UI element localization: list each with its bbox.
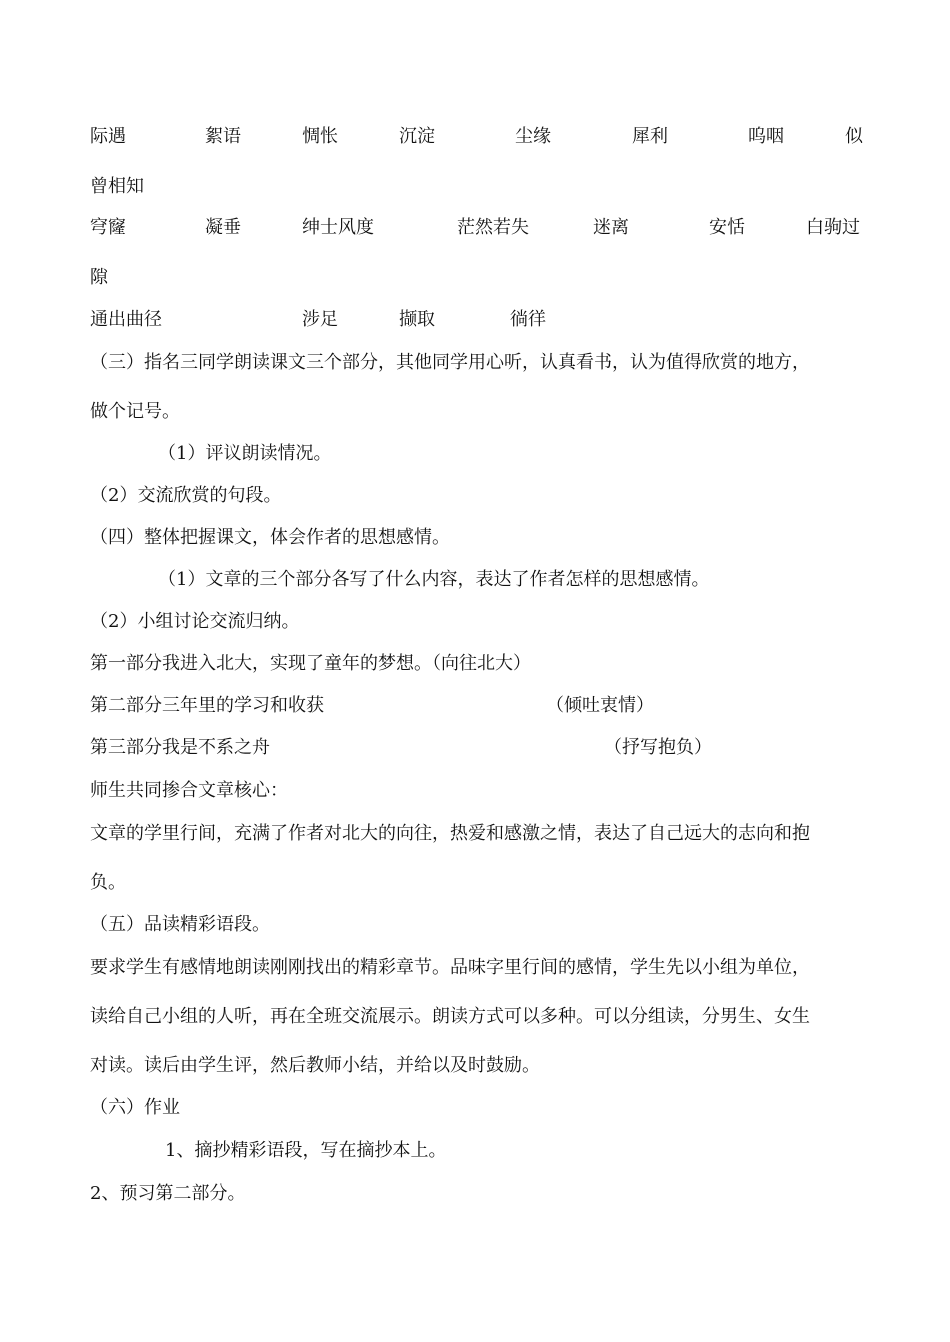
vocab-word: 尘缘 xyxy=(515,126,551,147)
vocab-word: 穹窿 xyxy=(90,217,126,238)
section4-item: （2）小组讨论交流归纳。 xyxy=(90,611,300,632)
section3-line: （三）指名三同学朗读课文三个部分，其他同学用心听，认真看书，认为值得欣赏的地方， xyxy=(90,352,810,373)
vocab-word: 迷离 xyxy=(593,217,629,238)
vocab-word: 通出曲径 xyxy=(90,309,162,330)
vocab-word: 似 xyxy=(845,126,863,147)
section5-line: 读给自己小组的人听，再在全班交流展示。朗读方式可以多种。可以分组读，分男生、女生 xyxy=(90,1006,810,1027)
vocab-word: 呜咽 xyxy=(748,126,784,147)
section3-item: （2）交流欣赏的句段。 xyxy=(90,485,282,506)
vocab-word: 徜徉 xyxy=(510,309,546,330)
vocab-word: 犀利 xyxy=(632,126,668,147)
section4-title: （四）整体把握课文，体会作者的思想感情。 xyxy=(90,527,450,548)
section4-part-note: （倾吐衷情） xyxy=(546,695,654,716)
section5-line: 要求学生有感情地朗读刚刚找出的精彩章节。品味字里行间的感情，学生先以小组为单位， xyxy=(90,957,810,978)
vocab-word: 撷取 xyxy=(399,309,435,330)
section6-item: 2、预习第二部分。 xyxy=(90,1183,246,1204)
vocab-word: 绅士风度 xyxy=(302,217,374,238)
section4-core-label: 师生共同掺合文章核心： xyxy=(90,780,288,801)
vocab-word-wrap: 隙 xyxy=(90,267,108,288)
vocab-word: 凝垂 xyxy=(205,217,241,238)
section4-core-line: 负。 xyxy=(90,872,126,893)
vocab-word: 惆怅 xyxy=(302,126,338,147)
vocab-word: 安恬 xyxy=(709,217,745,238)
vocab-word: 沉淀 xyxy=(399,126,435,147)
section4-part: 第三部分我是不系之舟 xyxy=(90,737,270,758)
vocab-word-wrap: 曾相知 xyxy=(90,176,144,197)
section4-core-line: 文章的学里行间，充满了作者对北大的向往，热爱和感激之情，表达了自己远大的志向和抱 xyxy=(90,823,810,844)
vocab-word: 絮语 xyxy=(205,126,241,147)
section4-item: （1）文章的三个部分各写了什么内容，表达了作者怎样的思想感情。 xyxy=(158,569,710,590)
section5-line: 对读。读后由学生评，然后教师小结，并给以及时鼓励。 xyxy=(90,1055,540,1076)
vocab-word: 茫然若失 xyxy=(457,217,529,238)
section6-item: 1、摘抄精彩语段，写在摘抄本上。 xyxy=(165,1140,447,1161)
section3-item: （1）评议朗读情况。 xyxy=(158,443,332,464)
section4-part-note: （抒写抱负） xyxy=(604,737,712,758)
vocab-word: 际遇 xyxy=(90,126,126,147)
vocab-word: 涉足 xyxy=(302,309,338,330)
section6-title: （六）作业 xyxy=(90,1097,180,1118)
section4-part: 第二部分三年里的学习和收获 xyxy=(90,695,324,716)
section5-title: （五）品读精彩语段。 xyxy=(90,914,270,935)
section4-part: 第一部分我进入北大，实现了童年的梦想。（向往北大） xyxy=(90,653,531,674)
section3-line: 做个记号。 xyxy=(90,401,180,422)
vocab-word: 白驹过 xyxy=(806,217,860,238)
